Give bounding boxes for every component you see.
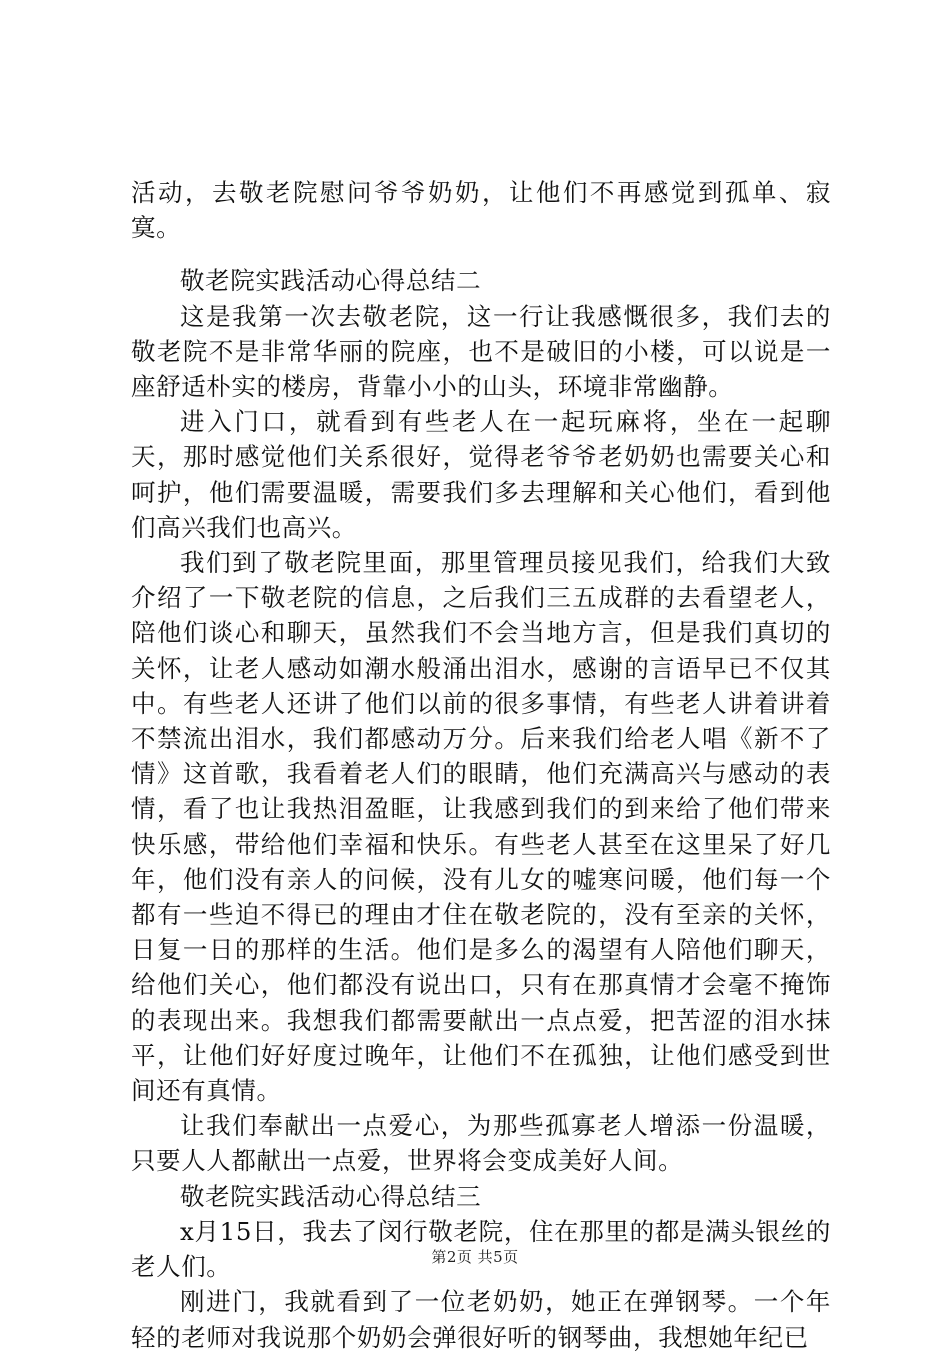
page-footer: 第2页 共5页 bbox=[431, 1248, 519, 1266]
paragraph-gap bbox=[131, 245, 831, 263]
section-heading-2: 敬老院实践活动心得总结二 bbox=[180, 266, 482, 296]
paragraph-continuation: 活动，去敬老院慰问爷爷奶奶，让他们不再感觉到孤单、寂寞。 bbox=[131, 178, 831, 243]
paragraph: 这是我第一次去敬老院，这一行让我感慨很多，我们去的敬老院不是非常华丽的院座，也不是破旧的小楼，可以说是一座舒适朴实的楼房，背靠小小的山头，环境非常幽静。 bbox=[131, 301, 831, 402]
section-heading-3: 敬老院实践活动心得总结三 bbox=[180, 1181, 482, 1211]
paragraph: 刚进门，我就看到了一位老奶奶，她正在弹钢琴。一个年轻的老师对我说那个奶奶会弹很好听的钢琴曲，我想她年纪已 bbox=[131, 1287, 831, 1352]
paragraph: 我们到了敬老院里面，那里管理员接见我们，给我们大致介绍了一下敬老院的信息，之后我们三五成群的去看望老人，陪他们谈心和聊天，虽然我们不会当地方言，但是我们真切的关怀，让老人感动如潮水般涌出泪水，感谢的言语早已不仅其中。有些老人还讲了他们以前的很多事情，有些老人讲着讲着不禁流出泪水，我们都感动万分。后来我们给老人唱《新不了情》这首歌，我看着老人们的眼睛，他们充满高兴与感动的表情，看了也让我热泪盈眶，让我感到我们的到来给了他们带来快乐感，带给他们幸福和快乐。有些老人甚至在这里呆了好几年，他们没有亲人的问候，没有儿女的嘘寒问暖，他们每一个都有一些迫不得已的理由才住在敬老院的，没有至亲的关怀，日复一日的那样的生活。他们是多么的渴望有人陪他们聊天，给他们关心，他们都没有说出口，只有在那真情才会毫不掩饰的表现出来。我想我们都需要献出一点点爱，把苦涩的泪水抹平，让他们好好度过晚年，让他们不在孤独，让他们感受到世间还有真情。 bbox=[131, 548, 831, 1106]
paragraph: 进入门口，就看到有些老人在一起玩麻将，坐在一起聊天，那时感觉他们关系很好，觉得老爷爷老奶奶也需要关心和呵护，他们需要温暖，需要我们多去理解和关心他们，看到他们高兴我们也高兴。 bbox=[131, 407, 831, 542]
document-body bbox=[131, 175, 831, 1355]
paragraph: x月15日，我去了闵行敬老院，住在那里的都是满头银丝的老人们。 bbox=[131, 1216, 831, 1282]
paragraph: 让我们奉献出一点爱心，为那些孤寡老人增添一份温暖，只要人人都献出一点爱，世界将会变成美好人间。 bbox=[131, 1111, 831, 1176]
